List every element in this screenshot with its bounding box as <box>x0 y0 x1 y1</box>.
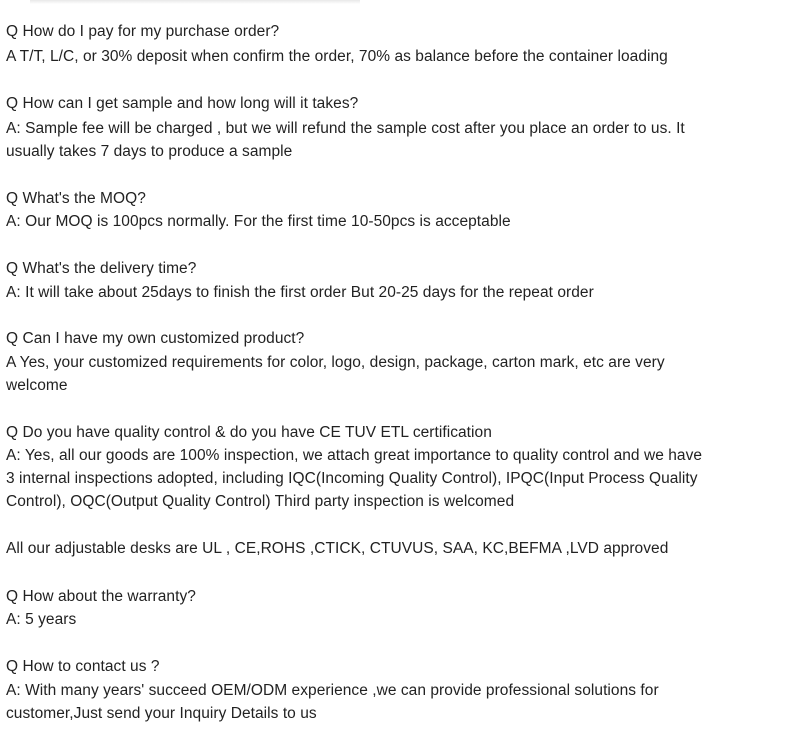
answer-customized-line-2: welcome <box>6 377 68 394</box>
answer-sample-line-1: A: Sample fee will be charged , but we will refund the sample cost after you place an order to us. It <box>6 120 685 137</box>
question-delivery: Q What's the delivery time? <box>6 260 197 277</box>
answer-quality-line-1: A: Yes, all our goods are 100% inspection, we attach great importance to quality control and we have <box>6 447 703 464</box>
question-payment: Q How do I pay for my purchase order? <box>6 23 280 40</box>
answer-contact-line-1: A: With many years' succeed OEM/ODM experience ,we can provide professional solutions for <box>6 682 659 699</box>
question-quality: Q Do you have quality control & do you have CE TUV ETL certification <box>6 424 492 441</box>
answer-moq: A: Our MOQ is 100pcs normally. For the first time 10-50pcs is acceptable <box>6 213 511 230</box>
certification-note: All our adjustable desks are UL , CE,ROHS ,CTICK, CTUVUS, SAA, KC,BEFMA ,LVD approved <box>6 540 669 557</box>
answer-payment: A T/T, L/C, or 30% deposit when confirm the order, 70% as balance before the container loading <box>6 48 668 65</box>
question-warranty: Q How about the warranty? <box>6 588 196 605</box>
answer-quality-line-2: 3 internal inspections adopted, including IQC(Incoming Quality Control), IPQC(Input Process Quality <box>6 470 698 487</box>
answer-customized-line-1: A Yes, your customized requirements for color, logo, design, package, carton mark, etc are very <box>6 354 665 371</box>
cropped-top-edge <box>30 0 360 4</box>
answer-quality-line-3: Control), OQC(Output Quality Control) Third party inspection is welcomed <box>6 493 515 510</box>
question-sample: Q How can I get sample and how long will it takes? <box>6 95 359 112</box>
answer-sample-line-2: usually takes 7 days to produce a sample <box>6 143 293 160</box>
answer-delivery: A: It will take about 25days to finish the first order But 20-25 days for the repeat order <box>6 284 594 301</box>
question-customized: Q Can I have my own customized product? <box>6 330 305 347</box>
question-contact: Q How to contact us ? <box>6 658 160 675</box>
answer-contact-line-2: customer,Just send your Inquiry Details to us <box>6 705 317 722</box>
question-moq: Q What's the MOQ? <box>6 190 146 207</box>
answer-warranty: A: 5 years <box>6 611 77 628</box>
